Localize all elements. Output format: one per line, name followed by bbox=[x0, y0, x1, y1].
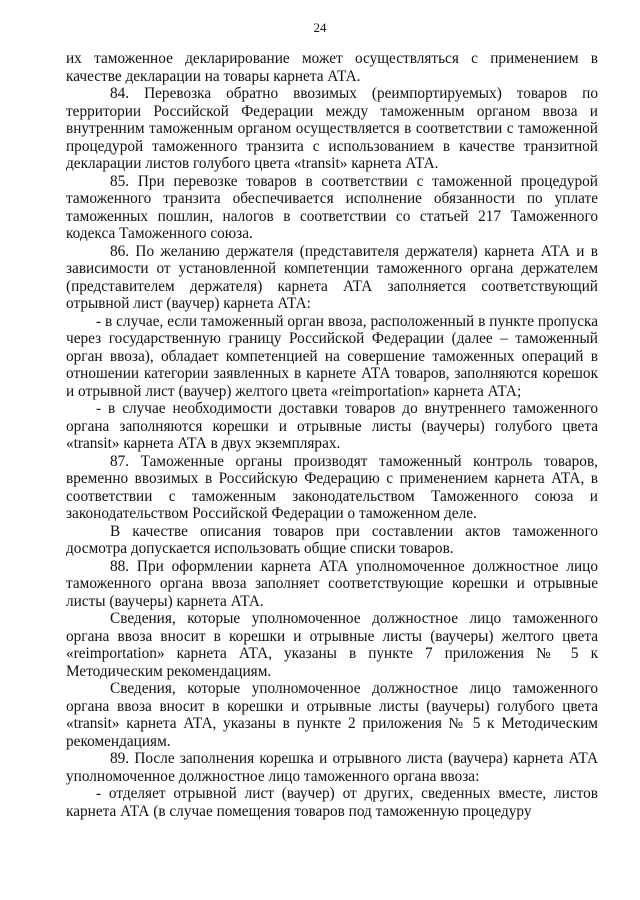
paragraph-88: 88. При оформлении карнета АТА уполномоченное должностное лицо таможенного органа ввоза заполняет соответствующие корешки и отрывные листы (ваучеры) карнета АТА. bbox=[66, 557, 598, 610]
paragraph-86: 86. По желанию держателя (представителя держателя) карнета АТА и в зависимости от установленной компетенции таможенного органа держателем (представителем держателя) карнета АТА заполняется соответствующий отрывной лист (ваучер) карнета АТА: bbox=[66, 242, 598, 312]
document-body bbox=[66, 50, 598, 820]
paragraph-87: 87. Таможенные органы производят таможенный контроль товаров, временно ввозимых в Российскую Федерацию с применением карнета АТА, в соответствии с таможенным законодательством Таможенного союза и законодательством Российской Федерации о таможенном деле. bbox=[66, 452, 598, 522]
paragraph-86-item-2: - в случае необходимости доставки товаров до внутреннего таможенного органа заполняются корешки и отрывные листы (ваучеры) голубого цвета «transit» карнета АТА в двух экземплярах. bbox=[66, 400, 598, 452]
paragraph-88-transit: Сведения, которые уполномоченное должностное лицо таможенного органа ввоза вносит в корешки и отрывные листы (ваучеры) голубого цвета «transit» карнета АТА, указаны в пункте 2 приложения № 5 к Методическим рекомендациям. bbox=[66, 680, 598, 750]
page-number: 24 bbox=[313, 20, 327, 35]
paragraph-86-item-1: - в случае, если таможенный орган ввоза, расположенный в пункте пропуска через государственную границу Российской Федерации (далее – таможенный орган ввоза), обладает компетенцией на совершение таможенных операций в отношении категории заявленных в карнете АТА товаров, заполняются корешок и отрывной лист (ваучер) желтого цвета «reimportation» карнета АТА; bbox=[66, 312, 598, 400]
paragraph-continuation: их таможенное декларирование может осуществляться с применением в качестве декларации на товары карнета АТА. bbox=[66, 50, 598, 85]
paragraph-85: 85. При перевозке товаров в соответствии с таможенной процедурой таможенного транзита обеспечивается исполнение обязанности по уплате таможенных пошлин, налогов в соответствии со статьей 217 Таможенного кодекса Таможенного союза. bbox=[66, 172, 598, 242]
paragraph-87-note: В качестве описания товаров при составлении актов таможенного досмотра допускается использовать общие списки товаров. bbox=[66, 522, 598, 557]
paragraph-84: 84. Перевозка обратно ввозимых (реимпортируемых) товаров по территории Российской Федерации между таможенным органом ввоза и внутренним таможенным органом осуществляется в соответствии с таможенной процедурой таможенного транзита с использованием в качестве транзитной декларации листов голубого цвета «transit» карнета АТА. bbox=[66, 85, 598, 172]
paragraph-88-reimportation: Сведения, которые уполномоченное должностное лицо таможенного органа ввоза вносит в корешки и отрывные листы (ваучеры) желтого цвета «reimportation» карнета АТА, указаны в пункте 7 приложения № 5 к Методическим рекомендациям. bbox=[66, 610, 598, 680]
paragraph-89-item-1: - отделяет отрывной лист (ваучер) от других, сведенных вместе, листов карнета АТА (в случае помещения товаров под таможенную процедуру bbox=[66, 785, 598, 820]
paragraph-89: 89. После заполнения корешка и отрывного листа (ваучера) карнета АТА уполномоченное должностное лицо таможенного органа ввоза: bbox=[66, 750, 598, 785]
